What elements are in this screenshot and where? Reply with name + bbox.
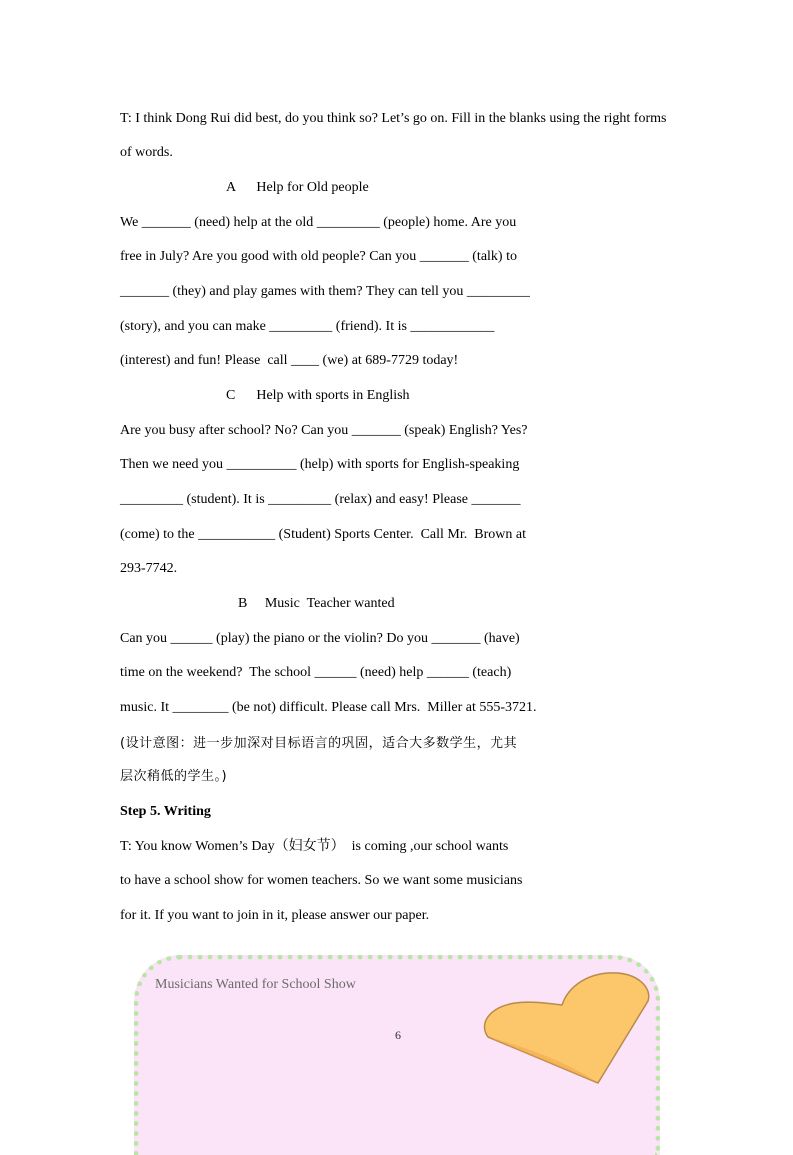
design-note-line-2: 层次稍低的学生。) [120,769,228,784]
section-c-line: _________ (student). It is _________ (relax) and easy! Please _______ [120,492,521,507]
step5-line: for it. If you want to join in it, please answer our paper. [120,908,430,923]
section-b-heading: B Music Teacher wanted [238,596,395,611]
poster-title: Musicians Wanted for School Show [155,977,356,992]
section-a-line: _______ (they) and play games with them? They can tell you _________ [120,284,530,299]
section-c-line: Then we need you __________ (help) with sports for English-speaking [120,457,520,472]
section-a-line: We _______ (need) help at the old _________ (people) home. Are you [120,215,517,230]
page-number: 6 [395,1028,401,1042]
heart-icon [470,965,670,1095]
section-c-line: 293-7742. [120,561,178,576]
section-b-line: Can you ______ (play) the piano or the violin? Do you _______ (have) [120,631,520,646]
section-c-line: (come) to the ___________ (Student) Sports Center. Call Mr. Brown at [120,527,526,542]
step5-line: to have a school show for women teachers. So we want some musicians [120,873,523,888]
section-b-line: music. It ________ (be not) difficult. Please call Mrs. Miller at 555-3721. [120,700,537,715]
section-c-heading: C Help with sports in English [226,388,410,403]
section-a-line: (interest) and fun! Please call ____ (we) at 689-7729 today! [120,353,459,368]
section-a-heading: A Help for Old people [226,180,369,195]
section-b-line: time on the weekend? The school ______ (need) help ______ (teach) [120,665,512,680]
design-note-line-1: (设计意图：进一步加深对目标语言的巩固，适合大多数学生，尤其 [120,736,518,751]
intro-line-2: of words. [120,145,173,160]
section-c-line: Are you busy after school? No? Can you _______ (speak) English? Yes? [120,423,528,438]
section-a-line: free in July? Are you good with old people? Can you _______ (talk) to [120,249,517,264]
step5-heading: Step 5. Writing [120,804,211,819]
section-a-line: (story), and you can make _________ (friend). It is ____________ [120,319,495,334]
intro-line-1: T: I think Dong Rui did best, do you think so? Let’s go on. Fill in the blanks using the right forms [120,111,667,126]
step5-line: T: You know Women’s Day（妇女节） is coming ,our school wants [120,839,509,854]
